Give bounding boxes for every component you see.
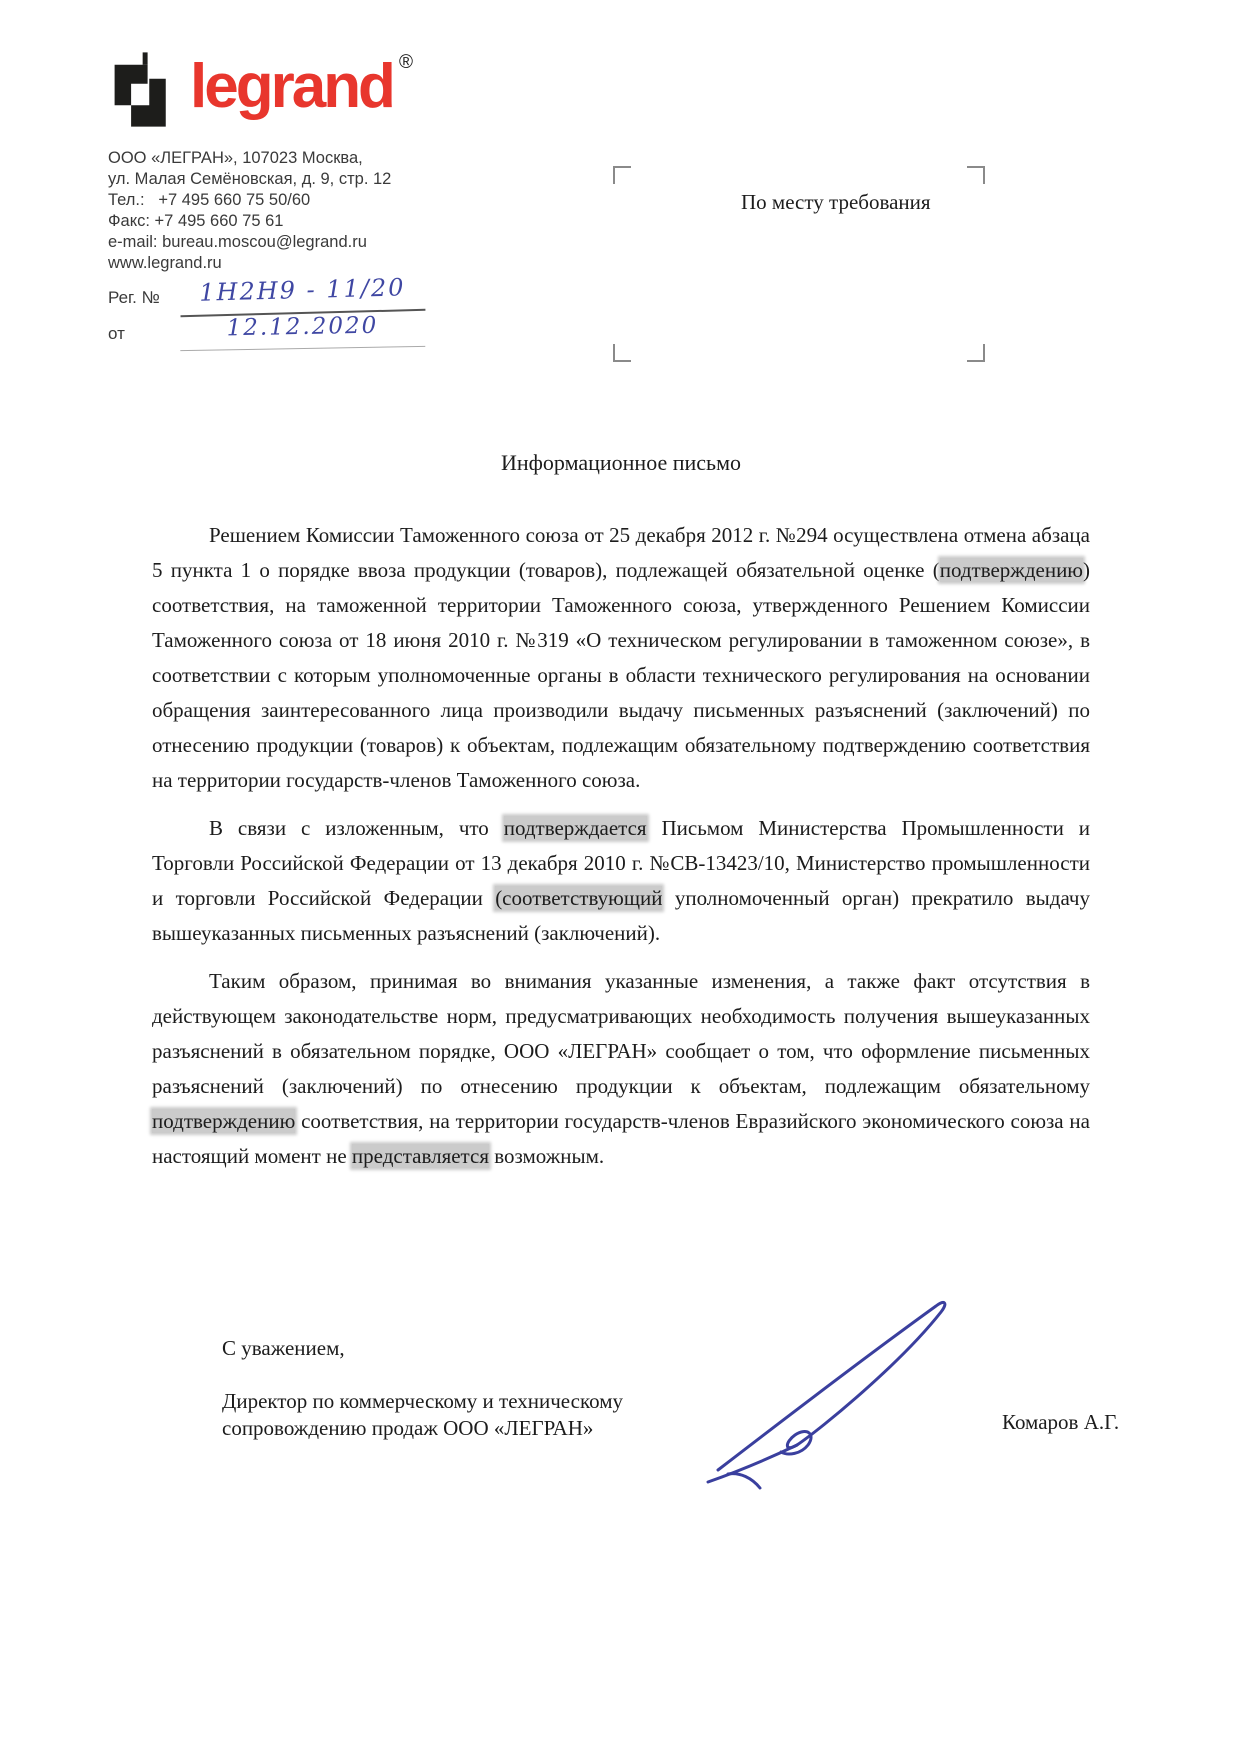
legrand-logo-icon: [108, 50, 174, 134]
corner-mark-top-left-icon: [613, 166, 631, 184]
contact-line-fax: Факс: +7 495 660 75 61: [108, 212, 284, 230]
contact-block: [108, 148, 391, 274]
recipient-text: По месту требования: [741, 190, 931, 214]
corner-mark-bottom-left-icon: [613, 344, 631, 362]
legrand-logo: [108, 50, 413, 134]
letter-title: Информационное письмо: [500, 450, 741, 475]
signer-position: [222, 1388, 623, 1442]
contact-line-email: e-mail: bureau.moscou@legrand.ru: [108, 233, 367, 251]
registered-trademark: ®: [398, 52, 413, 73]
address-window: [613, 166, 985, 362]
reg-date-label: от: [108, 324, 125, 343]
signer-position-line2: сопровождению продаж ООО «ЛЕГРАН»: [222, 1416, 594, 1440]
letter-paragraph: Решением Комиссии Таможенного союза от 25 декабря 2012 г. №294 осуществлена отмена абзаца 5 пункта 1 о порядке ввоза продукции (товаров), подлежащей обязательной оценке (подтверждению) соответствия, на таможенной территории Таможенного союза, утвержденного Решением Комиссии Таможенного союза от 18 июня 2010 г. №319 «О техническом регулировании в таможенном союзе», в соответствии с которым уполномоченные органы в области технического регулирования на основании обращения заинтересованного лица производили выдачу письменных разъяснений (заключений) по отнесению продукции (товаров) к объектам, подлежащим обязательному подтверждению соответствия на территории государств-членов Таможенного союза.: [152, 523, 1090, 792]
reg-number-label: Рег. №: [108, 288, 160, 307]
contact-line-website: www.legrand.ru: [108, 254, 222, 272]
contact-line-address: ул. Малая Семёновская, д. 9, стр. 12: [108, 170, 392, 188]
letter-body: [152, 450, 1090, 1174]
letter-paragraph: Таким образом, принимая во внимания указанные изменения, а также факт отсутствия в действующем законодательстве норм, предусматривающих необходимость получения вышеуказанных разъяснений в обязательном порядке, ООО «ЛЕГРАН» сообщает о том, что оформление письменных разъяснений (заключений) по отнесению продукции к объектам, подлежащим обязательному подтверждению соответствия, на территории государств-членов Евразийского экономического союза на настоящий момент не представляется возможным.: [152, 969, 1090, 1168]
letter-paragraph: В связи с изложенным, что подтверждается Письмом Министерства Промышленности и Торговли Российской Федерации от 13 декабря 2010 г. №СВ-13423/10, Министерство промышленности и торговли Российской Федерации (соответствующий уполномоченный орган) прекратило выдачу вышеуказанных письменных разъяснений (заключений).: [152, 816, 1090, 945]
contact-line-company: ООО «ЛЕГРАН», 107023 Москва,: [108, 149, 363, 167]
legrand-wordmark: legrand: [190, 52, 393, 121]
signer-position-line1: Директор по коммерческому и техническому: [222, 1389, 623, 1413]
reg-number-handwritten-value: 1Н2Н9 - 11/20: [180, 273, 426, 317]
reg-date-handwritten-value: 12.12.2020: [180, 312, 426, 351]
signature-icon: [700, 1292, 990, 1492]
contact-line-phone: Тел.: +7 495 660 75 50/60: [108, 191, 311, 209]
closing-salutation: С уважением,: [222, 1336, 345, 1360]
corner-mark-top-right-icon: [967, 166, 985, 184]
corner-mark-bottom-right-icon: [967, 344, 985, 362]
signer-name: Комаров А.Г.: [1002, 1410, 1120, 1434]
